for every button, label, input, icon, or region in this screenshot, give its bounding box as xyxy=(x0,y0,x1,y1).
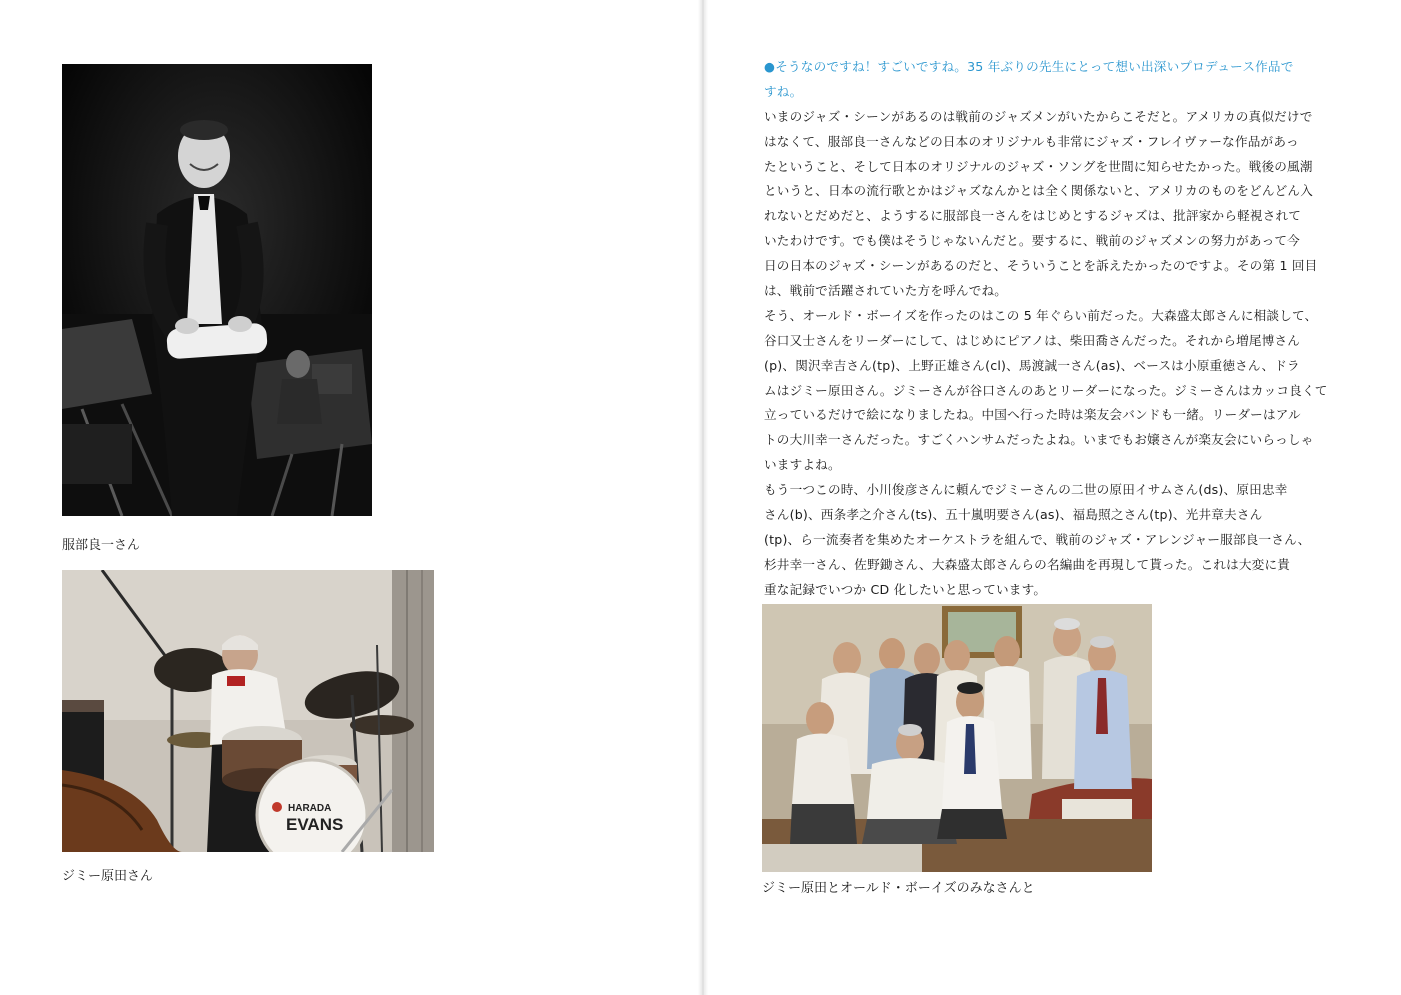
answer-line: さん(b)、西条孝之介さん(ts)、五十嵐明要さん(as)、福島照之さん(tp)、光井章夫さん xyxy=(764,507,1263,523)
answer-line: ムはジミー原田さん。ジミーさんが谷口さんのあとリーダーになった。ジミーさんはカッコ良くて xyxy=(764,382,1328,398)
answer-line: れないとだめだと、ようするに服部良一さんをはじめとするジャズは、批評家から軽視されて xyxy=(764,208,1302,224)
photo-caption: ジミー原田とオールド・ボーイズのみなさんと xyxy=(762,881,1035,896)
drum-brand-main: EVANS xyxy=(286,815,344,834)
question-line: すね。 xyxy=(764,83,803,99)
photo-old-boys-group xyxy=(762,604,1152,872)
answer-line: 谷口又士さんをリーダーにして、はじめにピアノは、柴田喬さんだった。それから増尾博さん xyxy=(764,332,1301,348)
answer-line: はなくて、服部良一さんなどの日本のオリジナルも非常にジャズ・フレイヴァーな作品があっ xyxy=(764,133,1299,149)
question-line: ●そうなのですね！すごいですね。35 年ぶりの先生にとって想い出深いプロデュース作品で xyxy=(764,59,1294,74)
answer-line: 日の日本のジャズ・シーンがあるのだと、そういうことを訴えたかったのですよ。その第 1 回目 xyxy=(764,258,1318,274)
answer-line: もう一つこの時、小川俊彦さんに頼んでジミーさんの二世の原田イサムさん(ds)、原田忠幸 xyxy=(764,482,1288,498)
answer-line: (tp)、ら一流奏者を集めたオーケストラを組んで、戦前のジャズ・アレンジャー服部良一さん、 xyxy=(764,531,1311,547)
photo-jimmy-harada xyxy=(62,570,434,852)
answer-line: というと、日本の流行歌とかはジャズなんかとは全く関係ないと、アメリカのものをどんどん入 xyxy=(764,183,1313,199)
photo-hattori-ryoichi xyxy=(62,64,372,516)
answer-line: そう、オールド・ボーイズを作ったのはこの 5 年ぐらい前だった。大森盛太郎さんに相談して、 xyxy=(764,307,1318,323)
interview-answer xyxy=(764,105,1349,603)
answer-line: トの大川幸一さんだった。すごくハンサムだったよね。いまでもお嬢さんが楽友会にいらっしゃ xyxy=(764,432,1314,448)
photo-caption: 服部良一さん xyxy=(62,538,141,553)
answer-line: 重な記録でいつか CD 化したいと思っています。 xyxy=(764,581,1047,597)
answer-line: いますよね。 xyxy=(764,457,841,473)
answer-line: は、戦前で活躍されていた方を呼んでね。 xyxy=(764,283,1008,299)
answer-line: たということ、そして日本のオリジナルのジャズ・ソングを世間に知らせたかった。戦後の風潮 xyxy=(764,158,1313,174)
drum-brand-top: HARADA xyxy=(288,803,332,814)
interview-question xyxy=(764,55,1349,105)
answer-line: いたわけです。でも僕はそうじゃないんだと。要するに、戦前のジャズメンの努力があって今 xyxy=(764,233,1300,249)
answer-line: 立っているだけで絵になりましたね。中国へ行った時は楽友会バンドも一緒。リーダーはアル xyxy=(764,407,1301,423)
page-gutter xyxy=(698,0,708,995)
photo-caption: ジミー原田さん xyxy=(62,869,154,884)
answer-line: (p)、関沢幸吉さん(tp)、上野正雄さん(cl)、馬渡誠一さん(as)、ベースは小原重徳さん、ドラ xyxy=(764,357,1300,373)
answer-line: 杉井幸一さん、佐野鋤さん、大森盛太郎さんらの名編曲を再現して貰った。これは大変に貴 xyxy=(764,556,1291,572)
answer-line: いまのジャズ・シーンがあるのは戦前のジャズメンがいたからこそだと。アメリカの真似だけで xyxy=(764,108,1313,124)
